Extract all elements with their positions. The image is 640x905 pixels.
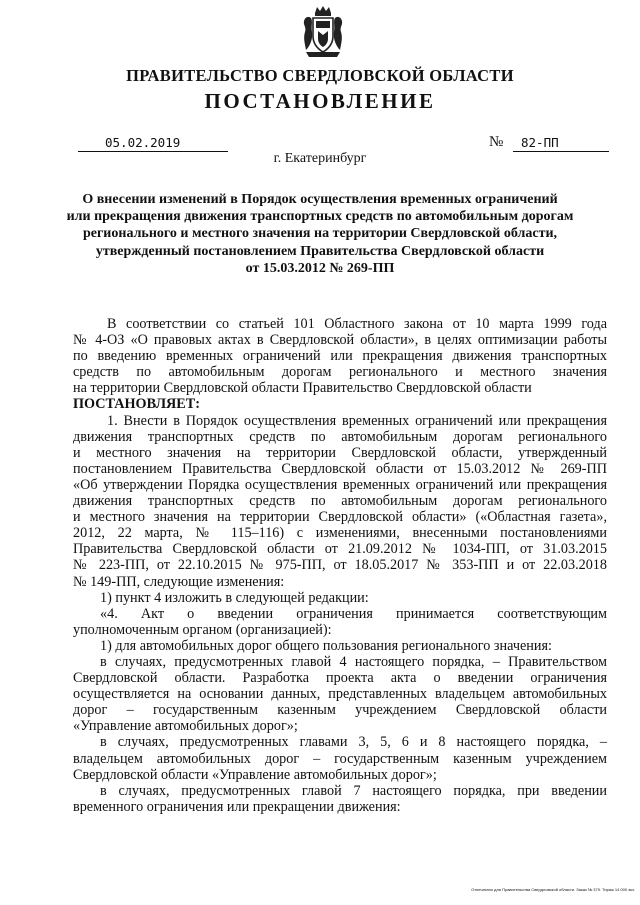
heading-line: регионального и местного значения на территории Свердловской области, <box>82 226 558 242</box>
body-line: Правительства Свердловской области от 21.09.2012 № 1034-ПП, от 31.03.2015 <box>73 541 607 558</box>
print-footer-note: Отпечатано для Правительства Свердловской области. Заказ № 379. Тираж 14 000 экз. <box>471 887 635 892</box>
body-line: постановлением Правительства Свердловской области от 15.03.2012 № 269-ПП <box>73 460 607 477</box>
document-body <box>73 316 607 815</box>
body-line: на территории Свердловской области Правительство Свердловской области <box>73 380 532 397</box>
body-line: В соответствии со статьей 101 Областного закона от 10 марта 1999 года <box>107 316 607 332</box>
body-line: 1. Внести в Порядок осуществления временных ограничений или прекращения <box>107 412 607 429</box>
government-title: ПРАВИТЕЛЬСТВО СВЕРДЛОВСКОЙ ОБЛАСТИ <box>126 66 514 85</box>
body-line: в случаях, предусмотренных главой 4 настоящего порядка, – Правительством <box>100 653 607 670</box>
body-line: 1) для автомобильных дорог общего пользования регионального значения: <box>100 637 552 654</box>
body-line: «Об утверждении Порядка осуществления временных ограничений или прекращения <box>73 476 607 493</box>
heading-line: или прекращения движения транспортных средств по автомобильным дорогам <box>66 209 574 225</box>
body-line: владельцем автомобильных дорог – государственным казенным учреждением <box>73 750 607 767</box>
body-line: в случаях, предусмотренных главой 7 настоящего порядка, при введении <box>100 782 607 799</box>
body-line: «Управление автомобильных дорог»; <box>73 718 298 735</box>
document-date: 05.02.2019 <box>105 135 181 150</box>
body-line: движения транспортных средств по автомобильным дорогам регионального <box>73 493 607 510</box>
body-line: 2012, 22 марта, № 115–116) с изменениями, внесенными постановлениями <box>73 525 607 542</box>
body-line: в случаях, предусмотренных главами 3, 5, 6 и 8 настоящего порядка, – <box>100 734 607 751</box>
number-sign: № <box>489 134 504 150</box>
document-date-field <box>78 134 228 152</box>
body-line: уполномоченным органом (организацией): <box>73 621 332 638</box>
body-line: движения транспортных средств по автомобильным дорогам регионального <box>73 428 607 445</box>
heading-line: утвержденный постановлением Правительства Свердловской области <box>95 243 545 259</box>
document-number: 82-ПП <box>521 135 559 150</box>
body-line: и местного значения на территории Свердловской области, утвержденный <box>73 444 607 461</box>
body-line: № 4-ОЗ «О правовых актах в Свердловской области», в целях оптимизации работы <box>73 332 607 349</box>
city-label: г. Екатеринбург <box>273 151 367 166</box>
body-line: «4. Акт о введении ограничения принимается соответствующим <box>100 605 607 622</box>
heading-line: О внесении изменений в Порядок осуществления временных ограничений <box>82 192 558 207</box>
document-heading <box>60 191 580 277</box>
body-line: 1) пункт 4 изложить в следующей редакции: <box>100 589 369 606</box>
body-line: по введению временных ограничений или прекращения движения транспортных <box>73 348 607 365</box>
document-number-field <box>513 134 609 152</box>
body-line: и местного значения на территории Свердловской области» («Областная газета», <box>73 509 607 526</box>
body-line: временного ограничения или прекращении движения: <box>73 798 401 815</box>
body-line: Свердловской области «Управление автомобильных дорог»; <box>73 766 437 783</box>
document-type-title: ПОСТАНОВЛЕНИЕ <box>204 89 436 113</box>
body-line: Свердловской области. Разработка проекта акта о введении ограничения <box>73 670 607 687</box>
heading-line: от 15.03.2012 № 269-ПП <box>245 260 395 276</box>
coat-of-arms-emblem <box>300 4 346 60</box>
body-line-decree: ПОСТАНОВЛЯЕТ: <box>73 396 200 413</box>
body-line: № 223-ПП, от 22.10.2015 № 975-ПП, от 18.05.2017 № 353-ПП и от 22.03.2018 <box>73 557 607 574</box>
body-line: средств по автомобильным дорогам регионального и местного значения <box>73 364 607 381</box>
body-line: № 149-ПП, следующие изменения: <box>73 573 285 590</box>
body-line: осуществляется на основании данных, представленных владельцем автомобильных <box>73 686 607 703</box>
body-line: дорог – государственным казенным учреждением Свердловской области <box>73 702 607 719</box>
